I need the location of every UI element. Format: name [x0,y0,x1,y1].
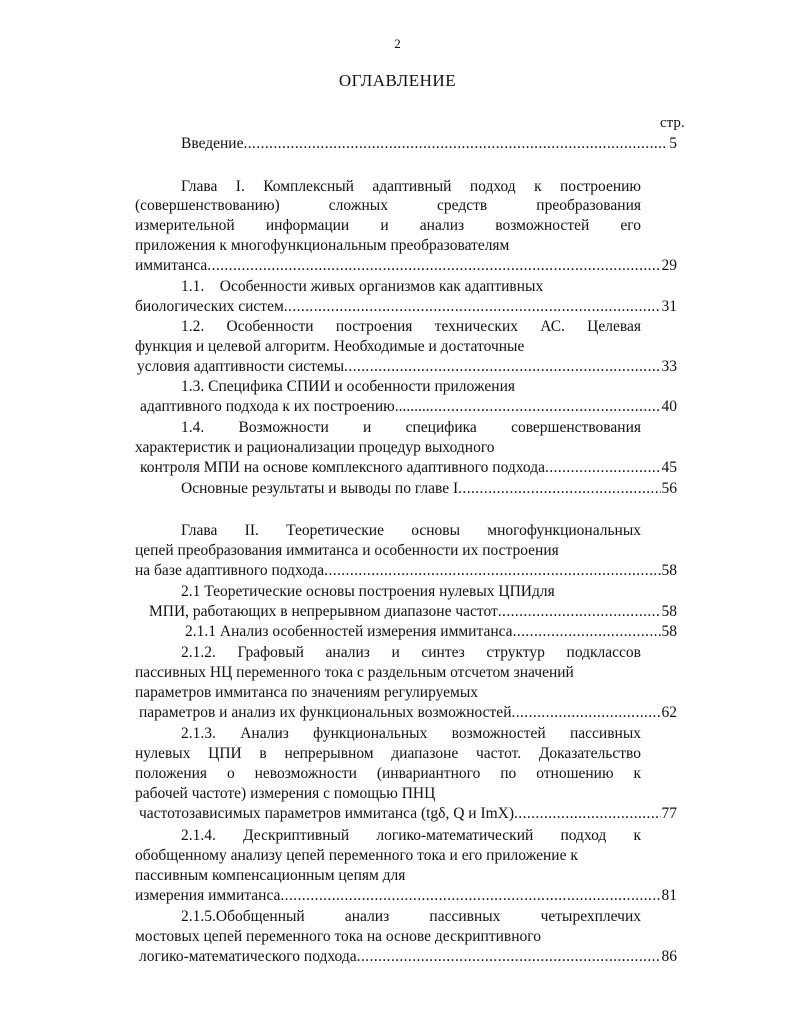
toc-line: 2.1.4. Дескриптивный логико-математический подход к [181,827,641,844]
toc-entry-text: частотозависимых параметров иммитанса (tgδ, Q и ImX) [139,805,515,822]
toc-entry-text: измерения иммитанса [135,887,281,904]
toc-entry-chapter-2 [135,561,677,580]
toc-line: характеристик и рационализации процедур выходного [135,439,495,456]
toc-entry-2-1-2 [139,703,677,722]
toc-entry-chapter-1 [135,256,677,275]
toc-page-number: 62 [661,704,677,721]
toc-line: (совершенствованию) сложных средств преобразования [135,197,641,214]
toc-page-number: 58 [661,562,677,579]
toc-line: 1.1. Особенности живых организмов как адаптивных [181,278,544,295]
toc-entry-text: адаптивного подхода к их построению......... [140,398,430,415]
toc-entry-text: иммитанса [135,257,208,274]
toc-page-number: 58 [661,603,677,620]
toc-entry-text: Введение [181,135,244,152]
toc-line: параметров иммитанса по значениям регулируемых [135,684,479,701]
toc-line: положения о невозможности (инвариантного по отношению к [135,765,641,782]
toc-line: Глава II. Теоретические основы многофункциональных [181,522,641,539]
toc-page-number: 77 [661,805,677,822]
toc-page-number: 45 [661,459,677,476]
toc-entry-2-1 [149,602,677,621]
toc-entry-text: контроля МПИ на основе комплексного адаптивного подхода [140,459,545,476]
toc-line: функция и целевой алгоритм. Необходимые и достаточные [135,338,525,355]
toc-entry-results-1 [181,479,677,498]
toc-entry-2-1-1 [185,622,677,641]
toc-line: пассивных НЦ переменного тока с раздельным отсчетом значений [135,664,574,681]
toc-page-number: 5 [669,135,677,152]
toc-entry-1-2 [137,357,677,376]
toc-entry-intro [181,134,677,153]
toc-line: пассивным компенсационным цепям для [135,867,406,884]
toc-entry-2-1-4 [135,886,677,905]
toc-page-number: 86 [661,948,677,965]
toc-line: Глава I. Комплексный адаптивный подход к построению [181,178,641,195]
toc-line: 2.1.3. Анализ функциональных возможностей пассивных [181,725,641,742]
toc-line: цепей преобразования иммитанса и особенности их построения [135,542,559,559]
toc-page-number: 29 [661,257,677,274]
toc-page-number: 33 [661,358,677,375]
page-title: ОГЛАВЛЕНИЕ [338,71,457,90]
toc-page-number: 31 [661,298,677,315]
toc-entry-2-1-3 [139,804,677,823]
toc-line: 1.4. Возможности и специфика совершенствования [181,419,641,436]
toc-line: мостовых цепей переменного тока на основе дескриптивного [135,928,541,945]
toc-entry-1-4 [140,458,677,477]
toc-page-number: 56 [661,480,677,497]
toc-line: 1.3. Специфика СПИИ и особенности приложения [181,378,515,395]
toc-page-number: 81 [661,887,677,904]
page-column-label: стр. [660,115,685,131]
toc-line: 2.1 Теоретические основы построения нулевых ЦПИдля [181,583,555,600]
toc-entry-2-1-5 [139,947,677,966]
toc-page-number: 40 [661,398,677,415]
toc-line: рабочей частоте) измерения с помощью ПНЦ [135,785,436,802]
toc-entry-text: МПИ, работающих в непрерывном диапазоне частот [149,603,498,620]
toc-line: 1.2. Особенности построения технических АС. Целевая [181,318,641,335]
toc-entry-text: параметров и анализ их функциональных возможностей [139,704,512,721]
toc-line: 2.1.5.Обобщенный анализ пассивных четырехплечих [181,908,641,925]
toc-entry-text: Основные результаты и выводы по главе I [181,480,459,497]
toc-entry-text: биологических систем [135,298,284,315]
toc-line: приложения к многофункциональным преобразователям [135,237,510,254]
toc-entry-text: на базе адаптивного подхода [135,562,325,579]
toc-entry-text: логико-математического подхода [139,948,357,965]
toc-line: измерительной информации и анализ возможностей его [135,217,641,234]
toc-line: нулевых ЦПИ в непрерывном диапазоне частот. Доказательство [135,745,641,762]
page-number: 2 [394,36,401,51]
toc-line: 2.1.2. Графовый анализ и синтез структур подклассов [181,644,641,661]
toc-entry-1-3 [140,397,677,416]
toc-entry-text: условия адаптивности системы [137,358,345,375]
toc-line: обобщенному анализу цепей переменного тока и его приложение к [135,847,578,864]
toc-entry-text: 2.1.1 Анализ особенностей измерения иммитанса [185,623,513,640]
toc-page-number: 58 [661,623,677,640]
toc-entry-1-1 [135,297,677,316]
